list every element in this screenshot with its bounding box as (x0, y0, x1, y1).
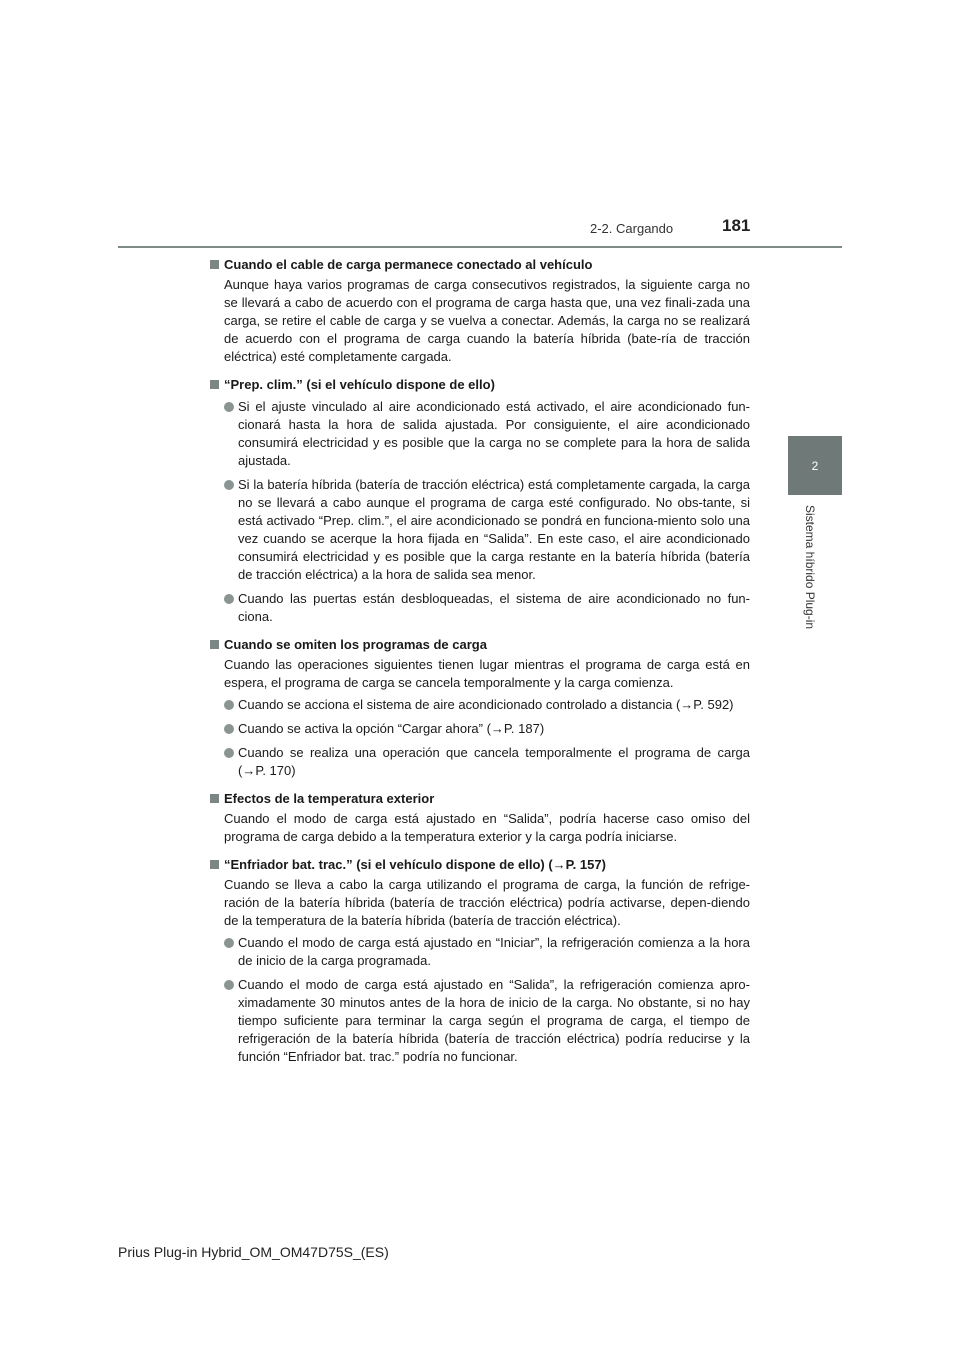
section-outside-temperature (210, 790, 750, 846)
list-item: Cuando se realiza una operación que cancela temporalmente el programa de carga (→P. 170) (238, 745, 750, 778)
section-programs-skipped (210, 636, 750, 780)
section-paragraph: Cuando las operaciones siguientes tienen lugar mientras el programa de carga está en espera, el programa de carga se cancela temporalmente y la carga comienza. (224, 657, 750, 690)
round-bullet-icon (224, 480, 234, 490)
section-charging-cable-connected (210, 256, 750, 366)
chapter-title: Sistema híbrido Plug-in (803, 505, 817, 630)
section-prep-clim (210, 376, 750, 626)
page-number: 181 (722, 216, 751, 235)
round-bullet-icon (224, 724, 234, 734)
section-title: Efectos de la temperatura exterior (224, 791, 435, 806)
section-battery-cooler (210, 856, 750, 1066)
square-bullet-icon (210, 260, 219, 269)
square-bullet-icon (210, 794, 219, 803)
square-bullet-icon (210, 860, 219, 869)
section-paragraph: Cuando se lleva a cabo la carga utilizando el programa de carga, la función de refrige-ración de la batería híbrida (batería de tracción eléctrica) podría activarse, depen-diendo de la temperatura de la batería híbrida (batería de tracción eléctrica). (224, 877, 750, 928)
section-paragraph: Aunque haya varios programas de carga consecutivos registrados, la siguiente carga no se llevará a cabo de acuerdo con el programa de carga hasta que, una vez finali-zada una carga, se retire el cable de carga y se vuelva a conectar. Además, la carga no se realizará de acuerdo con el programa de carga cuando la batería híbrida (bate-ría de tracción eléctrica) esté completamente cargada. (224, 277, 750, 364)
section-paragraph: Cuando el modo de carga está ajustado en “Salida”, podría hacerse caso omiso del programa de carga debido a la temperatura exterior y la carga podría iniciarse. (224, 811, 750, 844)
round-bullet-icon (224, 748, 234, 758)
chapter-tab (788, 436, 842, 495)
list-item: Si el ajuste vinculado al aire acondicionado está activado, el aire acondicionado fun-cionará hasta la hora de salida ajustada. Por consiguiente, el aire acondicionado consumirá electricidad y es posible que la carga no se complete para la hora de salida ajustada. (238, 399, 750, 468)
round-bullet-icon (224, 594, 234, 604)
header-section-title: 2-2. Cargando (590, 221, 674, 236)
section-title: Cuando el cable de carga permanece conectado al vehículo (224, 257, 593, 272)
list-item: Si la batería híbrida (batería de tracción eléctrica) está completamente cargada, la carga no se llevará a cabo aunque el programa de carga esté configurado. No obs-tante, si está activado “Prep. clim.”, el aire acondicionado se pondrá en funciona-miento solo una vez cuando se acerque la hora fijada en “Salida”. En este caso, el aire acondicionado consumirá electricidad y es posible que la carga restante en la batería híbrida (batería de tracción eléctrica) a la hora de salida sea menor. (238, 477, 750, 582)
footer-document-id: Prius Plug-in Hybrid_OM_OM47D75S_(ES) (118, 1244, 389, 1260)
round-bullet-icon (224, 700, 234, 710)
list-item: Cuando el modo de carga está ajustado en “Salida”, la refrigeración comienza apro-ximadamente 30 minutos antes de la hora de inicio de la carga. No obstante, si no hay tiempo suficiente para terminar la carga según el programa de carga, el tiempo de refrigeración de la batería híbrida (batería de tracción eléctrica) podría reducirse y la función “Enfriador bat. trac.” podría no funcionar. (238, 977, 750, 1064)
section-title: Cuando se omiten los programas de carga (224, 637, 487, 652)
round-bullet-icon (224, 980, 234, 990)
chapter-number: 2 (811, 458, 819, 473)
square-bullet-icon (210, 380, 219, 389)
list-item: Cuando las puertas están desbloqueadas, el sistema de aire acondicionado no fun-ciona. (238, 591, 750, 624)
page-content (210, 256, 750, 1076)
section-title: “Prep. clim.” (si el vehículo dispone de ello) (224, 377, 495, 392)
list-item: Cuando se activa la opción “Cargar ahora” (→P. 187) (238, 721, 545, 736)
list-item: Cuando se acciona el sistema de aire acondicionado controlado a distancia (→P. 592) (238, 697, 734, 712)
round-bullet-icon (224, 402, 234, 412)
square-bullet-icon (210, 640, 219, 649)
section-title: “Enfriador bat. trac.” (si el vehículo dispone de ello) (→P. 157) (224, 857, 606, 872)
header-divider (118, 246, 842, 248)
round-bullet-icon (224, 938, 234, 948)
list-item: Cuando el modo de carga está ajustado en “Iniciar”, la refrigeración comienza a la hora de inicio de la carga programada. (238, 935, 750, 968)
